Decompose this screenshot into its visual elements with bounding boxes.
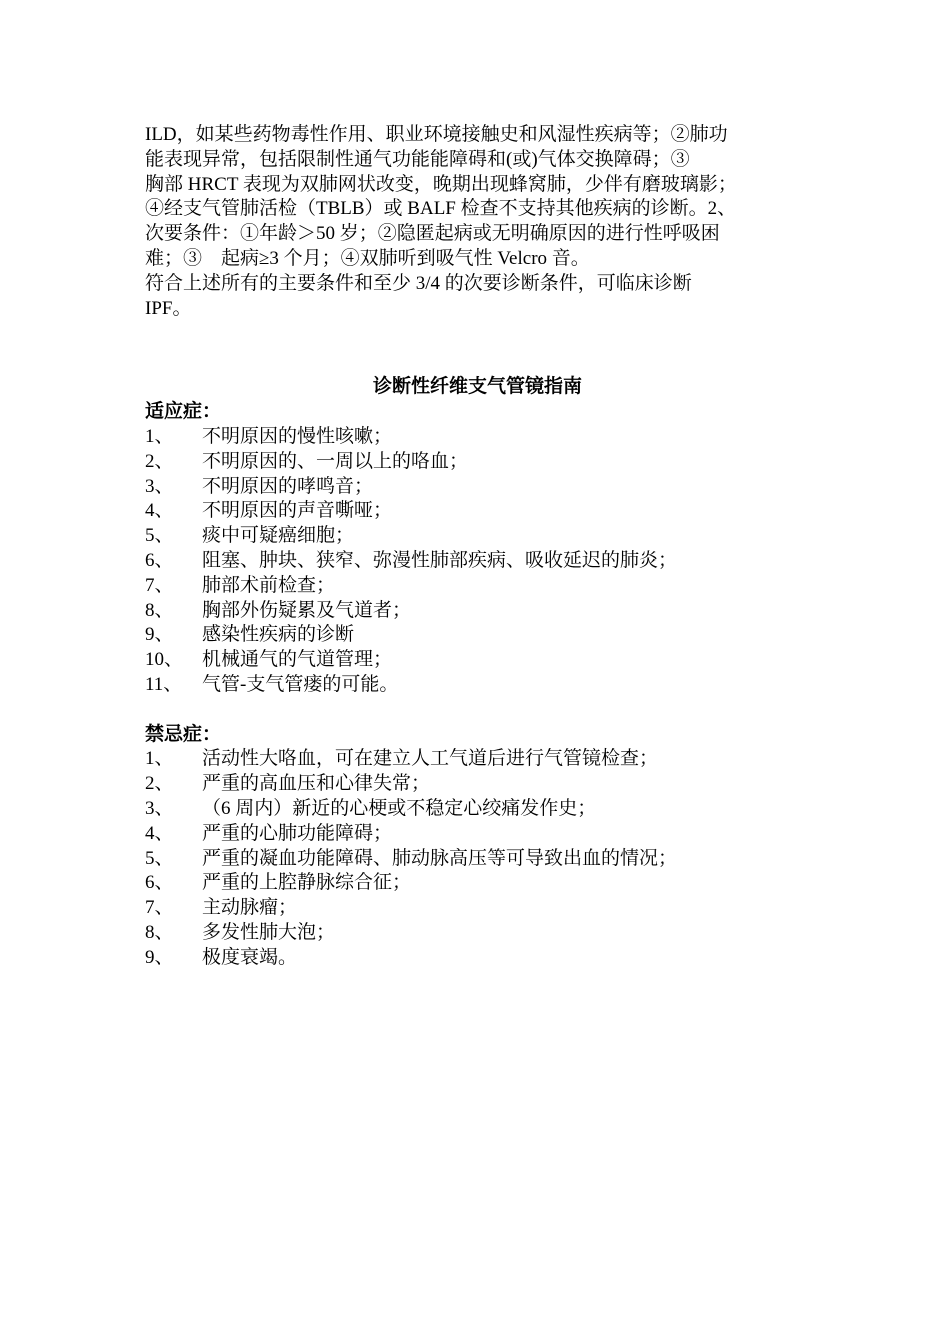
list-item <box>145 475 810 500</box>
item-text: 肺部术前检查； <box>202 574 336 596</box>
indications-list <box>145 425 810 698</box>
list-item <box>145 896 810 921</box>
item-number: 6、 <box>145 872 174 894</box>
list-item <box>145 747 810 772</box>
item-number: 3、 <box>145 797 174 819</box>
list-item <box>145 673 810 698</box>
item-text: 胸部外伤疑累及气道者； <box>202 599 412 621</box>
item-text: 多发性肺大泡； <box>202 921 336 943</box>
list-item <box>145 623 810 648</box>
item-text: 痰中可疑癌细胞； <box>202 525 355 547</box>
item-number: 5、 <box>145 525 174 547</box>
item-number: 7、 <box>145 897 174 919</box>
list-item <box>145 599 810 624</box>
intro-line: 胸部 HRCT 表现为双肺网状改变，晚期出现蜂窝肺，少伴有磨玻璃影； <box>145 173 737 195</box>
item-text: 严重的凝血功能障碍、肺动脉高压等可导致出血的情况； <box>202 847 678 869</box>
list-item <box>145 946 810 971</box>
list-item <box>145 921 810 946</box>
item-text: 气管-支气管瘘的可能。 <box>202 673 399 695</box>
contraindications-heading: 禁忌症： <box>145 723 222 745</box>
item-number: 9、 <box>145 946 174 968</box>
list-item <box>145 425 810 450</box>
item-text: 不明原因的声音嘶哑； <box>202 500 393 522</box>
document-page <box>145 123 810 971</box>
item-text: 严重的心肺功能障碍； <box>202 822 393 844</box>
item-number: 1、 <box>145 425 174 447</box>
item-number: 2、 <box>145 773 174 795</box>
item-number: 8、 <box>145 921 174 943</box>
item-number: 6、 <box>145 549 174 571</box>
list-item <box>145 847 810 872</box>
item-text: 不明原因的慢性咳嗽； <box>202 425 393 447</box>
item-text: 机械通气的气道管理； <box>202 649 393 671</box>
list-item <box>145 524 810 549</box>
item-text: 阻塞、肿块、狭窄、弥漫性肺部疾病、吸收延迟的肺炎； <box>202 549 678 571</box>
list-item <box>145 772 810 797</box>
item-text: 不明原因的、一周以上的咯血； <box>202 450 469 472</box>
list-item <box>145 549 810 574</box>
item-text: 感染性疾病的诊断 <box>202 624 355 646</box>
item-number: 10、 <box>145 649 184 671</box>
item-text: 不明原因的哮鸣音； <box>202 475 374 497</box>
intro-line: ILD，如某些药物毒性作用、职业环境接触史和风湿性疾病等；②肺功 <box>145 124 728 145</box>
item-number: 2、 <box>145 450 174 472</box>
list-item <box>145 797 810 822</box>
item-text: （6 周内）新近的心梗或不稳定心绞痛发作史； <box>202 797 597 819</box>
item-text: 主动脉瘤； <box>202 897 298 919</box>
indications-heading: 适应症： <box>145 401 222 423</box>
item-text: 严重的高血压和心律失常； <box>202 773 431 795</box>
list-item <box>145 822 810 847</box>
item-number: 11、 <box>145 673 183 695</box>
item-number: 3、 <box>145 475 174 497</box>
list-item <box>145 871 810 896</box>
list-item <box>145 499 810 524</box>
contraindications-list <box>145 747 810 970</box>
conclusion-line: IPF。 <box>145 297 192 319</box>
intro-line: ④经支气管肺活检（TBLB）或 BALF 检查不支持其他疾病的诊断。2、 <box>145 198 737 220</box>
intro-line: 难；③ 起病≥3 个月；④双肺听到吸气性 Velcro 音。 <box>145 247 590 269</box>
item-text: 活动性大咯血，可在建立人工气道后进行气管镜检查； <box>202 748 659 770</box>
blank-line <box>145 698 810 723</box>
list-item <box>145 648 810 673</box>
item-text: 严重的上腔静脉综合征； <box>202 872 412 894</box>
list-item <box>145 574 810 599</box>
item-number: 5、 <box>145 847 174 869</box>
item-number: 8、 <box>145 599 174 621</box>
item-number: 4、 <box>145 500 174 522</box>
item-number: 7、 <box>145 574 174 596</box>
intro-line: 能表现异常，包括限制性通气功能能障碍和(或)气体交换障碍；③ <box>145 148 690 170</box>
item-number: 9、 <box>145 624 174 646</box>
conclusion-line: 符合上述所有的主要条件和至少 3/4 的次要诊断条件，可临床诊断 <box>145 272 692 294</box>
item-number: 1、 <box>145 748 174 770</box>
section-title: 诊断性纤维支气管镜指南 <box>372 376 582 398</box>
item-text: 极度衰竭。 <box>202 946 298 968</box>
intro-line: 次要条件：①年龄＞50 岁；②隐匿起病或无明确原因的进行性呼吸困 <box>145 223 720 245</box>
intro-paragraph <box>145 123 810 321</box>
item-number: 4、 <box>145 822 174 844</box>
list-item <box>145 450 810 475</box>
